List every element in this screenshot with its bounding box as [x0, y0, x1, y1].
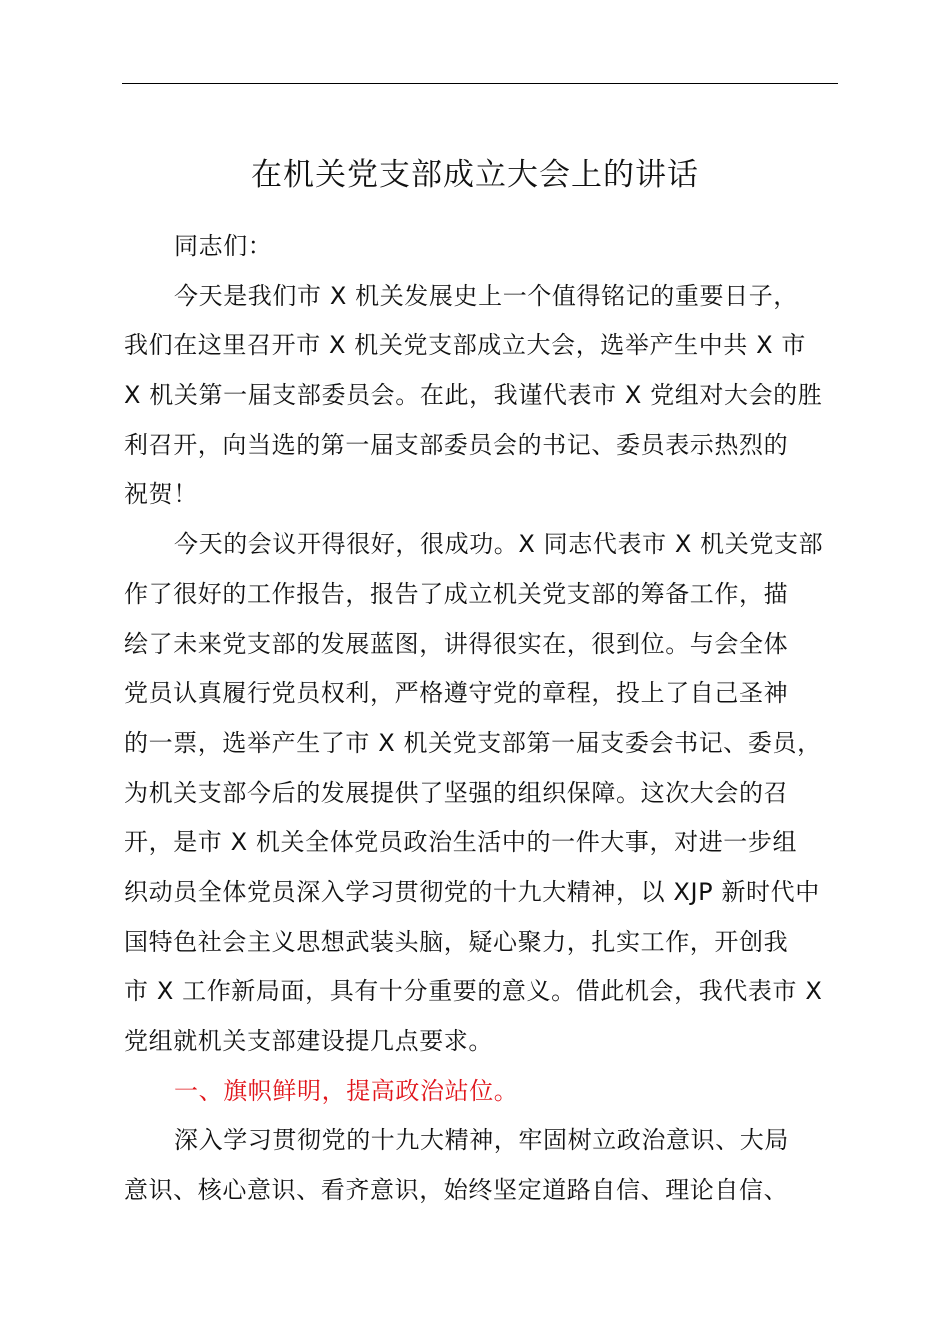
body-line: 作了很好的工作报告，报告了成立机关党支部的筹备工作，描	[124, 579, 789, 608]
body-line: 党组就机关支部建设提几点要求。	[124, 1027, 493, 1055]
body-line: 深入学习贯彻党的十九大精神，牢固树立政治意识、大局	[174, 1126, 789, 1155]
body-line: 今天的会议开得很好，很成功。X 同志代表市 X 机关党支部	[174, 530, 824, 559]
body-line: 意识、核心意识、看齐意识，始终坚定道路自信、理论自信、	[124, 1176, 789, 1205]
document-title: 在机关党支部成立大会上的讲话	[251, 157, 699, 193]
body-line: 开，是市 X 机关全体党员政治生活中的一件大事，对进一步组	[124, 828, 798, 857]
body-line: 的一票，选举产生了市 X 机关党支部第一届支委会书记、委员，	[124, 728, 822, 757]
body-line: 为机关支部今后的发展提供了坚强的组织保障。这次大会的召	[124, 778, 789, 807]
body-line: 今天是我们市 X 机关发展史上一个值得铭记的重要日子，	[174, 281, 798, 310]
body-line: 织动员全体党员深入学习贯彻党的十九大精神，以 XJP 新时代中	[124, 877, 820, 906]
body-line: 祝贺！	[124, 480, 198, 509]
body-line: 党员认真履行党员权利，严格遵守党的章程，投上了自己圣神	[124, 679, 789, 708]
body-line: X 机关第一届支部委员会。在此，我谨代表市 X 党组对大会的胜	[124, 381, 823, 410]
body-line: 市 X 工作新局面，具有十分重要的意义。借此机会，我代表市 X	[124, 977, 823, 1006]
section-heading: 一、旗帜鲜明，提高政治站位。	[174, 1076, 519, 1105]
body-line: 利召开，向当选的第一届支部委员会的书记、委员表示热烈的	[124, 430, 789, 459]
body-line: 同志们：	[174, 232, 273, 260]
body-line: 绘了未来党支部的发展蓝图，讲得很实在，很到位。与会全体	[124, 629, 789, 658]
body-line: 国特色社会主义思想武装头脑，疑心聚力，扎实工作，开创我	[124, 927, 789, 956]
document-body	[124, 222, 840, 1216]
body-line: 我们在这里召开市 X 机关党支部成立大会，选举产生中共 X 市	[124, 331, 806, 360]
header-rule	[122, 83, 838, 84]
